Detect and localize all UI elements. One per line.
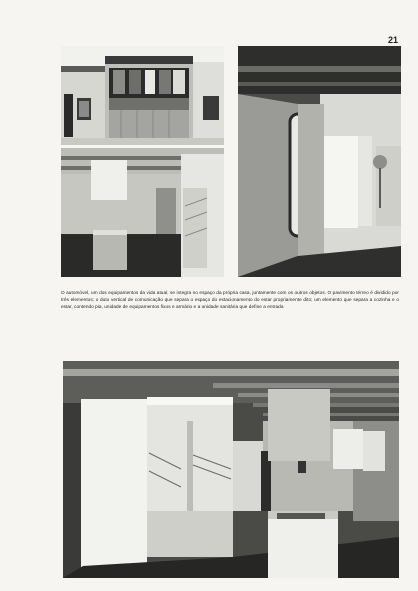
photo-caption: O automóvel, um dos equipamentos da vida atual, se integra no espaço da própria casa, juntamente com os outros objetos. O pavimento térreo é dividido por três elementos; o duto vertical de comunicação que separa o espaço do estacionamento do estar propriamente dito; um elemento que separa a cozinha e o estar, contendo pia, unidade de equipamentos fixos e armário e a unidade sanitária que define a entrada	[61, 290, 399, 310]
page-number: 21	[387, 35, 398, 45]
photo-house-facade	[61, 46, 224, 145]
photo-ground-floor-interior	[63, 361, 399, 578]
photo-curved-opening	[238, 46, 401, 277]
photo-interior-shelves	[61, 148, 224, 277]
